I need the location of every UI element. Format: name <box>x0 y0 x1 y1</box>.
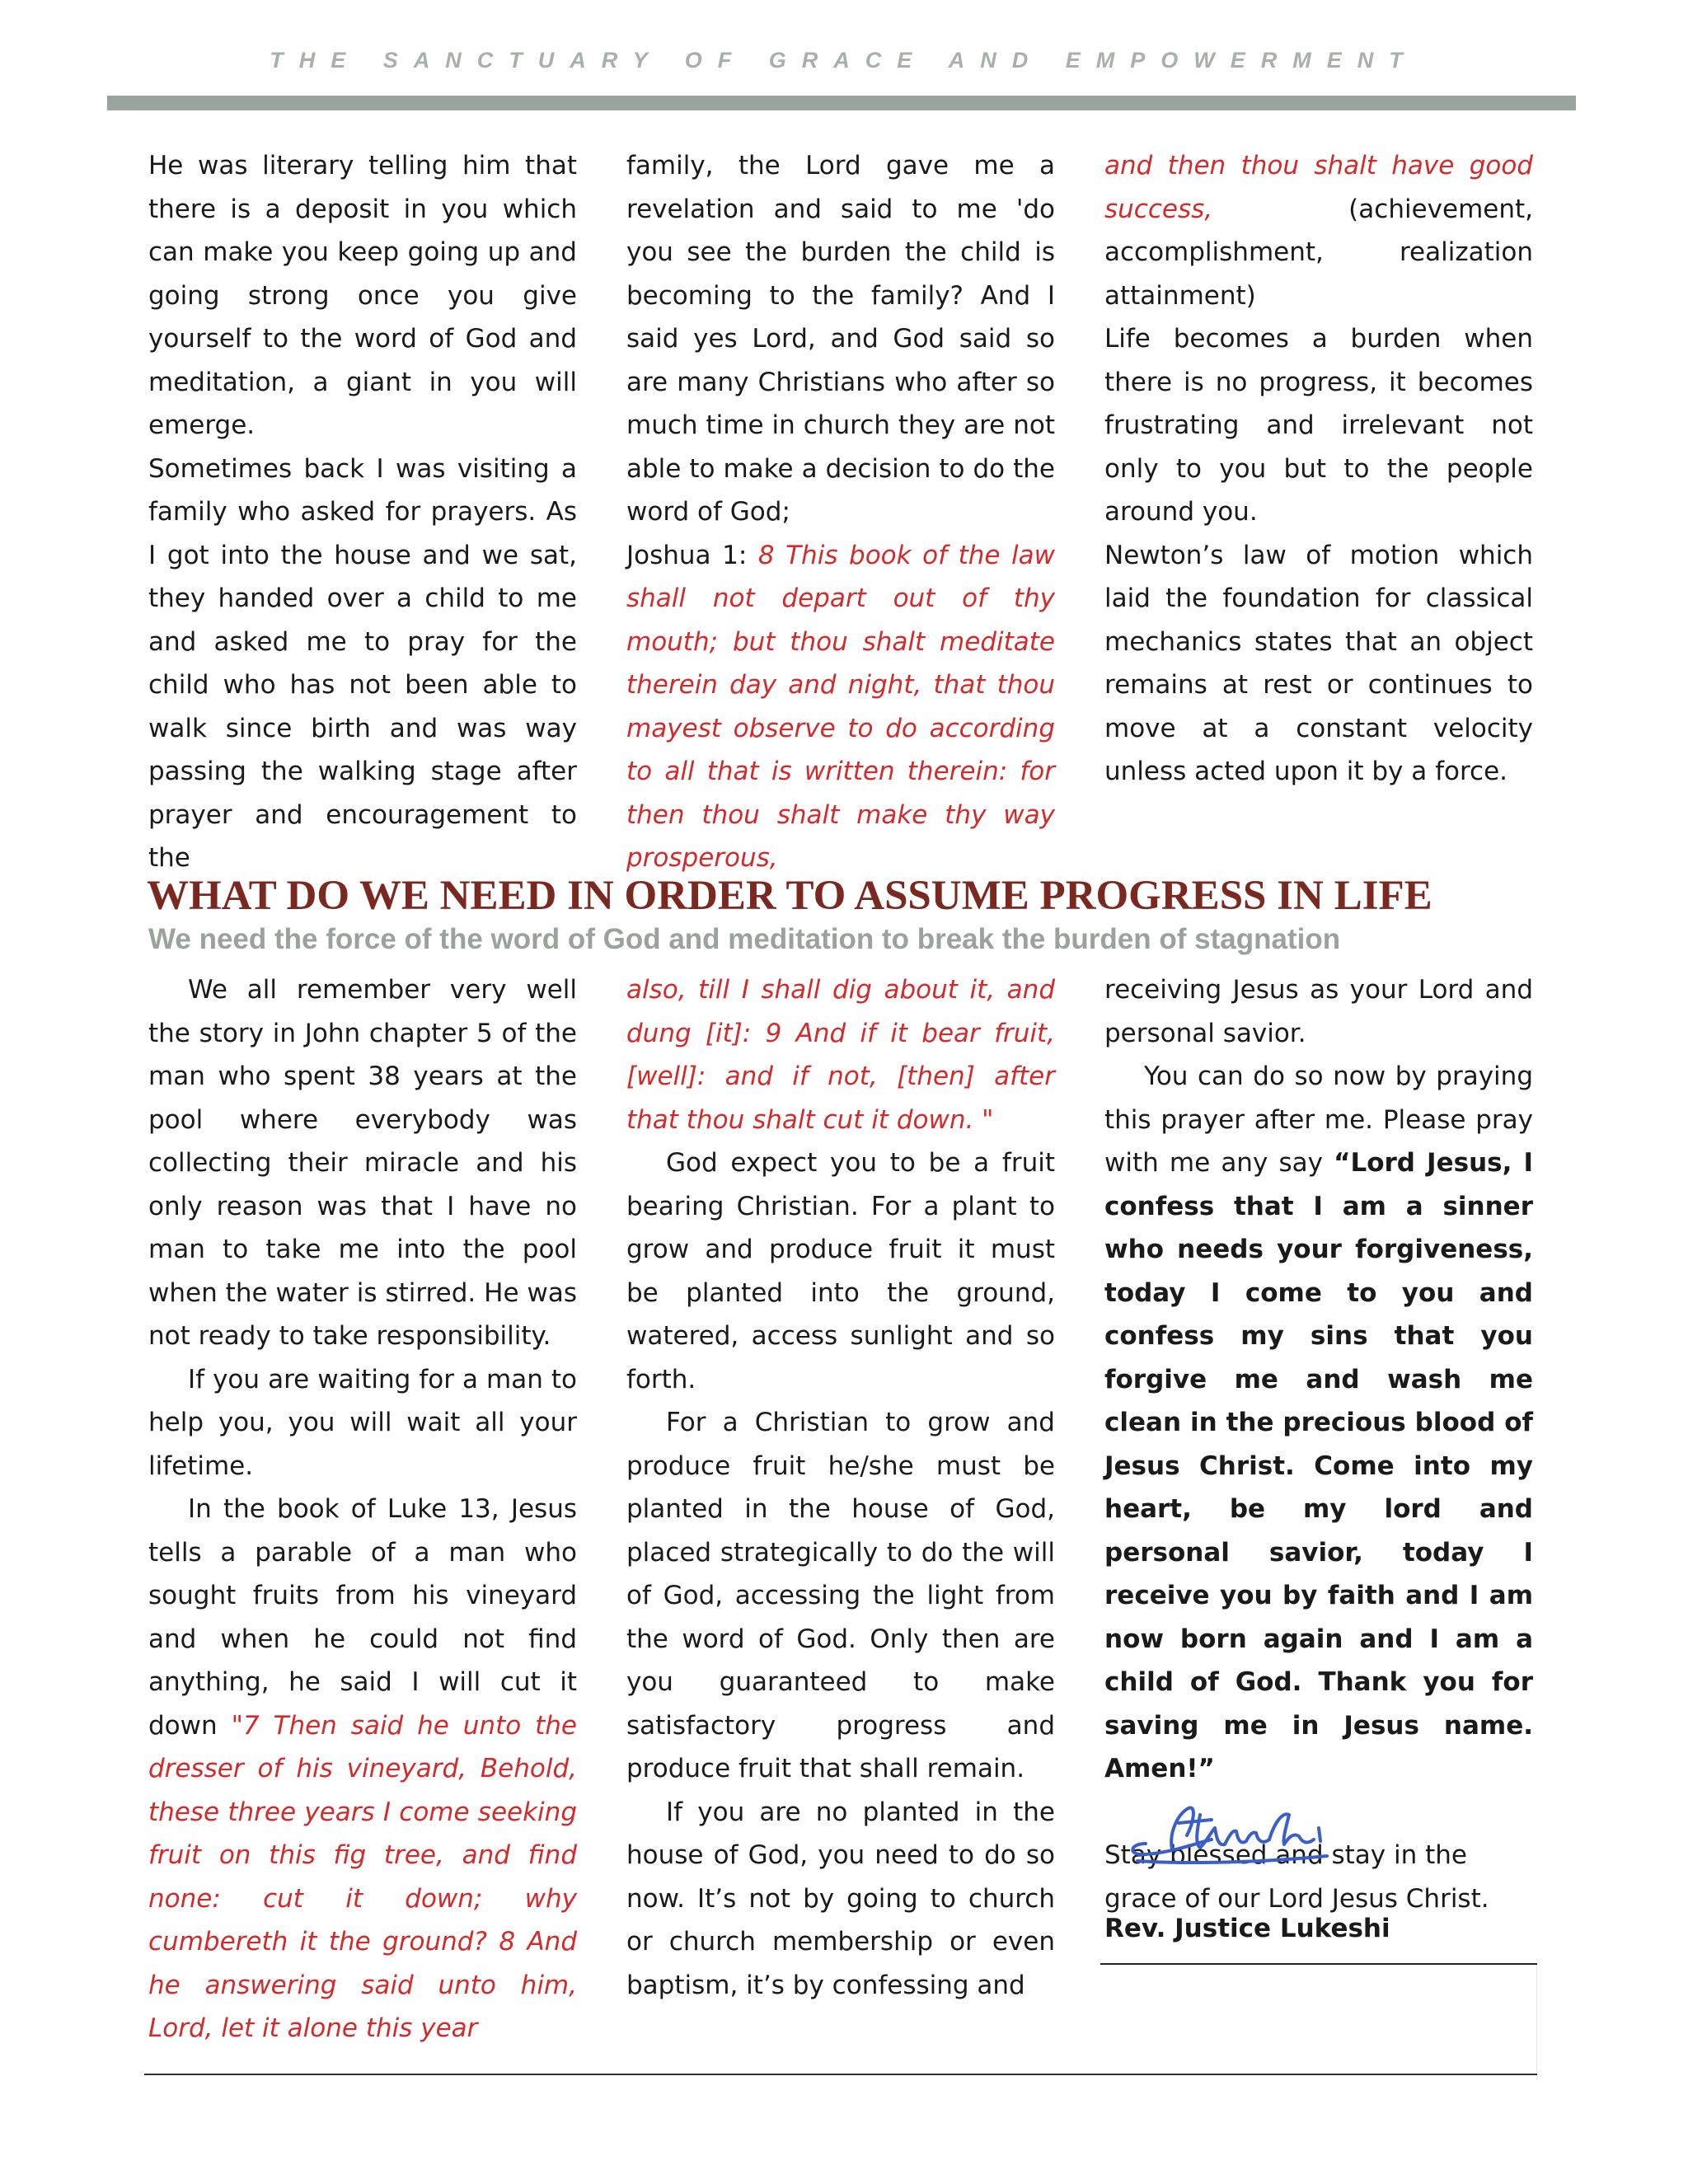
text: (achievement, accomplishment, realization attainment) <box>1104 194 1533 311</box>
text: In the book of Luke 13, Jesus tells a parable of a man who sought fruits from his vineyard and when he could not find anything, he said I will cut it down <box>148 1494 577 1741</box>
text: You can do so now by praying this prayer after me. Please pray with me any say <box>1104 1062 1533 1178</box>
paragraph: God expect you to be a fruit bearing Christian. For a plant to grow and produce fruit it must be planted into the ground, watered, access sunlight and so forth. <box>626 1148 1055 1394</box>
paragraph <box>1104 144 1533 317</box>
paragraph: If you are no planted in the house of God, you need to do so now. It’s not by going to church or church membership or even baptism, it’s by confessing and <box>626 1797 1055 2000</box>
bottom-column-2 <box>626 968 1055 2007</box>
prayer-text: “Lord Jesus, I confess that I am a sinner who needs your forgiveness, today I come to you and confess my sins that you forgive me and wash me clean in the precious blood of Jesus Christ. Come into my heart, be my lord and personal savior, today I receive you by faith and I am now born again and I am a child of God. Thank you for saving me in Jesus name. Amen!” <box>1104 1148 1533 1783</box>
paragraph <box>148 1488 577 2050</box>
scripture-quote: also, till I shall dig about it, and dung [it]: 9 And if it bear fruit, [well]: and if not, [then] after that thou shalt cut it down. " <box>626 975 1055 1135</box>
paragraph: receiving Jesus as your Lord and personal savior. <box>1104 975 1533 1048</box>
scripture-quote: and then thou shalt have good success, <box>1104 151 1533 224</box>
signature-rule <box>1100 1963 1537 1965</box>
paragraph: If you are waiting for a man to help you, you will wait all your lifetime. <box>148 1364 577 1481</box>
paragraph <box>1104 1055 1533 1791</box>
paragraph: Life becomes a burden when there is no progress, it becomes frustrating and irrelevant not only to you but to the people around you. <box>1104 324 1533 527</box>
scripture-quote: "7 Then said he unto the dresser of his vineyard, Behold, these three years I come seeking fruit on this fig tree, and find none: cut it down; why cumbereth it the ground? 8 And he answering said unto him, Lord, let it alone this year <box>148 1710 578 2043</box>
bottom-column-3 <box>1104 968 1533 1920</box>
top-column-1 <box>148 144 577 880</box>
section-subheading: We need the force of the word of God and meditation to break the burden of stagnation <box>148 923 1341 955</box>
masthead: THE SANCTUARY OF GRACE AND EMPOWERMENT <box>270 48 1418 73</box>
header-rule <box>107 96 1576 110</box>
scripture-quote: 8 This book of the law shall not depart out of thy mouth; but thou shalt meditate therein day and night, that thou mayest observe to do according to all that is written therein: for then thou shalt make thy way prosperous, <box>626 540 1055 873</box>
signature-name: Rev. Justice Lukeshi <box>1104 1914 1390 1943</box>
top-column-3 <box>1104 144 1533 794</box>
paragraph: For a Christian to grow and produce fruit he/she must be planted in the house of God, placed strategically to do the will of God, accessing the light from the word of God. Only then are you guaranteed to make satisfactory progress and produce fruit that shall remain. <box>626 1408 1055 1783</box>
paragraph: Newton’s law of motion which laid the foundation for classical mechanics states that an object remains at rest or continues to move at a constant velocity unless acted upon it by a force. <box>1104 540 1533 786</box>
paragraph: Sometimes back I was visiting a family who asked for prayers. As I got into the house and we sat, they handed over a child to me and asked me to pray for the child who has not been able to walk since birth and was way passing the walking stage after prayer and encouragement to the <box>148 453 577 873</box>
footer-rule <box>144 2074 1537 2075</box>
paragraph <box>626 534 1055 880</box>
paragraph: We all remember very well the story in John chapter 5 of the man who spent 38 years at the pool where everybody was collecting their miracle and his only reason was that I have no man to take me into the pool when the water is stirred. He was not ready to take responsibility. <box>148 975 577 1351</box>
top-column-2 <box>626 144 1055 880</box>
paragraph: family, the Lord gave me a revelation and said to me 'do you see the burden the child is becoming to the family? And I said yes Lord, and God said so are many Christians who after so much time in church they are not able to make a decision to do the word of God; <box>626 151 1055 527</box>
closing-blessing: Stay blessed and stay in the grace of our Lord Jesus Christ. <box>1104 1840 1489 1914</box>
scripture-reference: Joshua 1: <box>626 540 758 570</box>
paragraph: He was literary telling him that there is a deposit in you which can make you keep going up and going strong once you give yourself to the word of God and meditation, a giant in you will emerge. <box>148 151 577 440</box>
section-heading: WHAT DO WE NEED IN ORDER TO ASSUME PROGRESS IN LIFE <box>147 873 1432 919</box>
divider <box>1536 1965 1537 2080</box>
bottom-column-1 <box>148 968 577 2050</box>
signature-icon <box>1121 1798 1352 1872</box>
